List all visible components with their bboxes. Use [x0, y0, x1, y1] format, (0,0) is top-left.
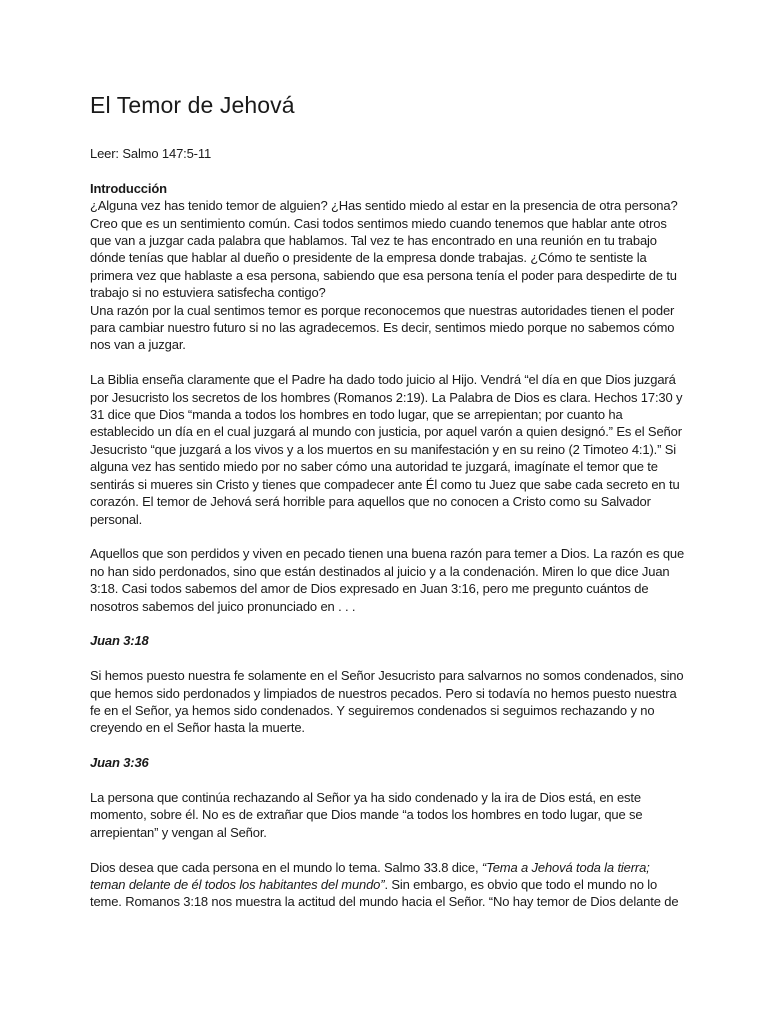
intro-paragraph-2: Una razón por la cual sentimos temor es porque reconocemos que nuestras autoridades tienen el poder para cambiar nuestro futuro si no las agradecemos. Es decir, sentimos miedo porque no sabemos cómo nos van a juzgar.: [90, 302, 675, 353]
paragraph-wrath: La persona que continúa rechazando al Señor ya ha sido condenado y la ira de Dios está, en este momento, sobre él. No es de extrañar que Dios mande “a todos los hombres en todo lugar, que se arrepientan” y vengan al Señor.: [90, 789, 643, 840]
intro-heading: Introducción: [90, 180, 167, 196]
scripture-reference-1: Juan 3:18: [90, 633, 149, 649]
spacer: [90, 650, 686, 667]
reading-reference: Leer: Salmo 147:5-11: [90, 146, 212, 161]
psalm-continuation-text: . Sin embargo, es obvio que todo el mundo no lo teme. Romanos 3:18 nos muestra la actitud del mundo hacia el Señor. “No hay temor de Dios delante de: [90, 876, 679, 910]
intro-paragraph-1: ¿Alguna vez has tenido temor de alguien? ¿Has sentido miedo al estar en la presencia de otra persona? Creo que es un sentimiento común. Casi todos sentimos miedo cuando tenemos que hablar ante otros que van a juzgar cada palabra que hablamos. Tal vez te has encontrado en una reunión en tu trabajo dónde tenías que hablar al dueño o presidente de la empresa donde trabajas. ¿Cómo te sentiste la primera vez que hablaste a esa persona, sabiendo que esa persona tenía el poder para despedirte de tu trabajo si no estuviera satisfecha contigo?: [90, 198, 678, 301]
spacer: [90, 162, 686, 179]
psalm-quote: “Tema a Jehová toda la tierra; teman delante de él todos los habitantes del mundo”: [90, 859, 650, 892]
paragraph-psalm: [90, 859, 686, 911]
paragraph-lost: Aquellos que son perdidos y viven en pecado tienen una buena razón para temer a Dios. La razón es que no han sido perdonados, sino que están destinados al juicio y a la condenación. Miren lo que dice Juan 3:18. Casi todos sabemos del amor de Dios expresado en Juan 3:16, pero me pregunto cuántos de nosotros sabemos del juico pronunciado en . . .: [90, 546, 685, 614]
paragraph-judgment: La Biblia enseña claramente que el Padre ha dado todo juicio al Hijo. Vendrá “el día en que Dios juzgará por Jesucristo los secretos de los hombres (Romanos 2:19). La Palabra de Dios es clara. Hechos 17:30 y 31 dice que Dios “manda a todos los hombres en todo lugar, que se arrepientan; por cuanto ha establecido un día en el cual juzgará al mundo con justicia, por aquel varón a quien designó.” Es el Señor Jesucristo “que juzgará a los vivos y a los muertos en su manifestación y en su reino (2 Timoteo 4:1).” Si alguna vez has sentido miedo por no saber cómo una autoridad te juzgará, imagínate el temor que te sentirás si mueres sin Cristo y tienes que compadecer ante Él como tu Juez que sabe cada secreto en tu corazón. El temor de Jehová será horrible para aquellos que no conocen a Cristo como su Salvador personal.: [90, 372, 683, 527]
spacer: [90, 354, 686, 371]
spacer: [90, 772, 686, 789]
psalm-intro-text: Dios desea que cada persona en el mundo lo tema. Salmo 33.8 dice,: [90, 859, 482, 875]
spacer: [90, 528, 686, 545]
paragraph-faith: Si hemos puesto nuestra fe solamente en el Señor Jesucristo para salvarnos no somos condenados, sino que hemos sido perdonados y limpiados de nuestros pecados. Pero si todavía no hemos puesto nuestra fe en el Señor, ya hemos sido condenados. Y seguiremos condenados si seguimos rechazando y no creyendo en el Señor hasta la muerte.: [90, 668, 684, 736]
document-title: El Temor de Jehová: [90, 92, 295, 118]
scripture-reference-2: Juan 3:36: [90, 755, 149, 771]
spacer: [90, 615, 686, 632]
document-body: [90, 145, 686, 911]
spacer: [90, 841, 686, 858]
spacer: [90, 737, 686, 754]
